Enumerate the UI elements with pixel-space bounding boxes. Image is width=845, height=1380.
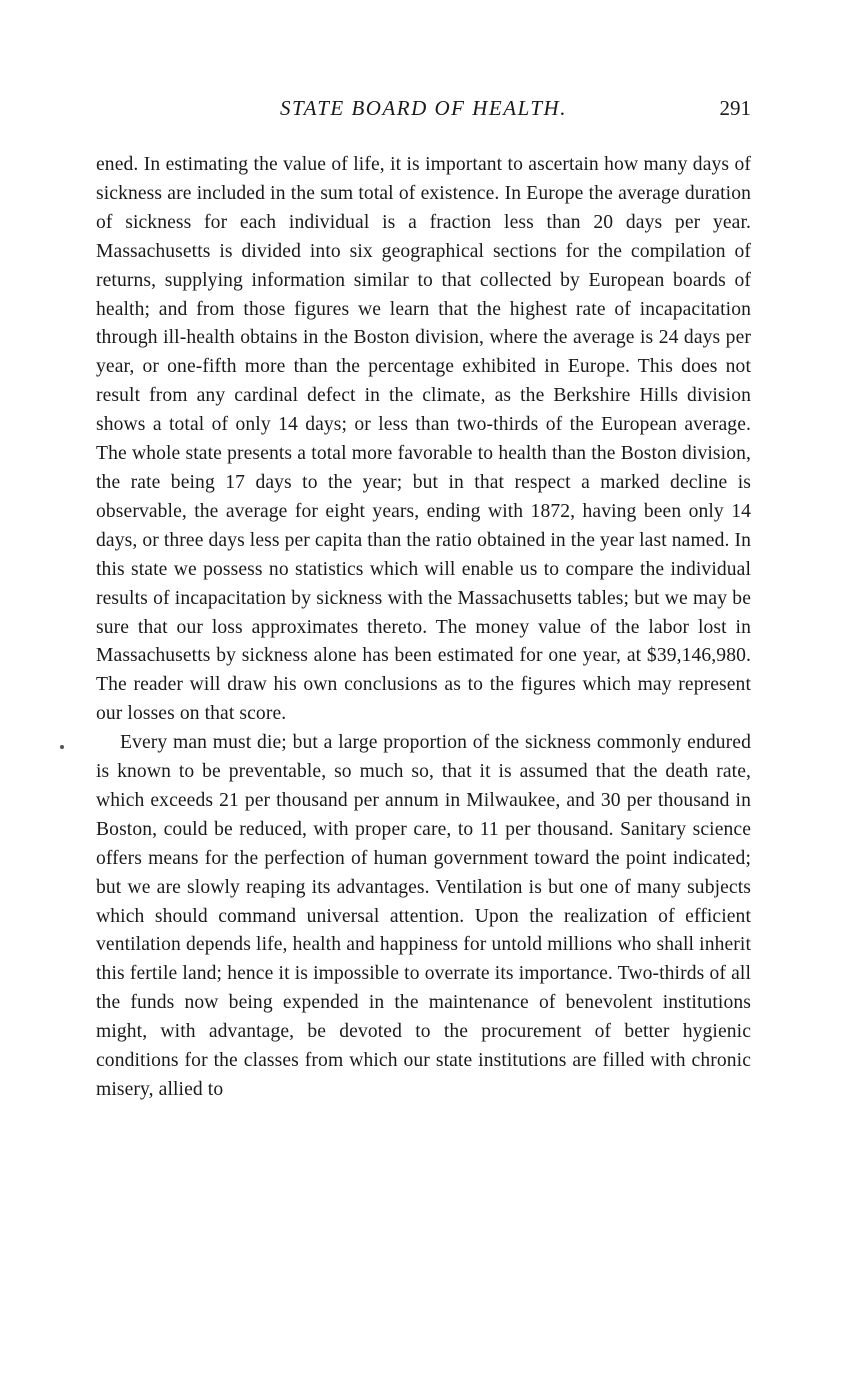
running-head [96, 96, 751, 126]
paragraph-every-man-must-die: Every man must die; but a large proportion of the sickness commonly endured is known to be preventable, so much so, that it is assumed that the death rate, which exceeds 21 per thousand per annum in Milwaukee, and 30 per thousand in Boston, could be reduced, with proper care, to 11 per thousand. Sanitary science offers means for the perfection of human government toward the point indicated; but we are slowly reaping its advantages. Ventilation is but one of many subjects which should command universal attention. Upon the realization of efficient ventilation depends life, health and happiness for untold millions who shall inherit this fertile land; hence it is impossible to overrate its importance. Two-thirds of all the funds now being expended in the maintenance of benevolent institutions might, with advantage, be devoted to the procurement of better hygienic conditions for the classes from which our state institutions are filled with chronic misery, allied to [96, 732, 751, 1100]
text-body [96, 151, 751, 1105]
paragraph-continued: ened. In estimating the value of life, it is important to ascertain how many days of sickness are included in the sum total of existence. In Europe the average duration of sickness for each individual is a fraction less than 20 days per year. Massachusetts is divided into six geographical sections for the compilation of returns, supplying information similar to that collected by European boards of health; and from those figures we learn that the highest rate of incapacitation through ill-health obtains in the Boston division, where the average is 24 days per year, or one-fifth more than the percentage exhibited in Europe. This does not result from any cardinal defect in the climate, as the Berkshire Hills division shows a total of only 14 days; or less than two-thirds of the European average. The whole state presents a total more favorable to health than the Boston division, the rate being 17 days to the year; but in that respect a marked decline is observable, the average for eight years, ending with 1872, having been only 14 days, or three days less per capita than the ratio obtained in the year last named. In this state we possess no statistics which will enable us to compare the individual results of incapacitation by sickness with the Massachusetts tables; but we may be sure that our loss approximates thereto. The money value of the labor lost in Massachusetts by sickness alone has been estimated for one year, at $39,146,980. The reader will draw his own conclusions as to the figures which may represent our losses on that score. [96, 154, 751, 725]
running-title: STATE BOARD OF HEALTH. [280, 96, 567, 120]
page-number: 291 [719, 96, 751, 120]
ink-speck [60, 745, 64, 749]
